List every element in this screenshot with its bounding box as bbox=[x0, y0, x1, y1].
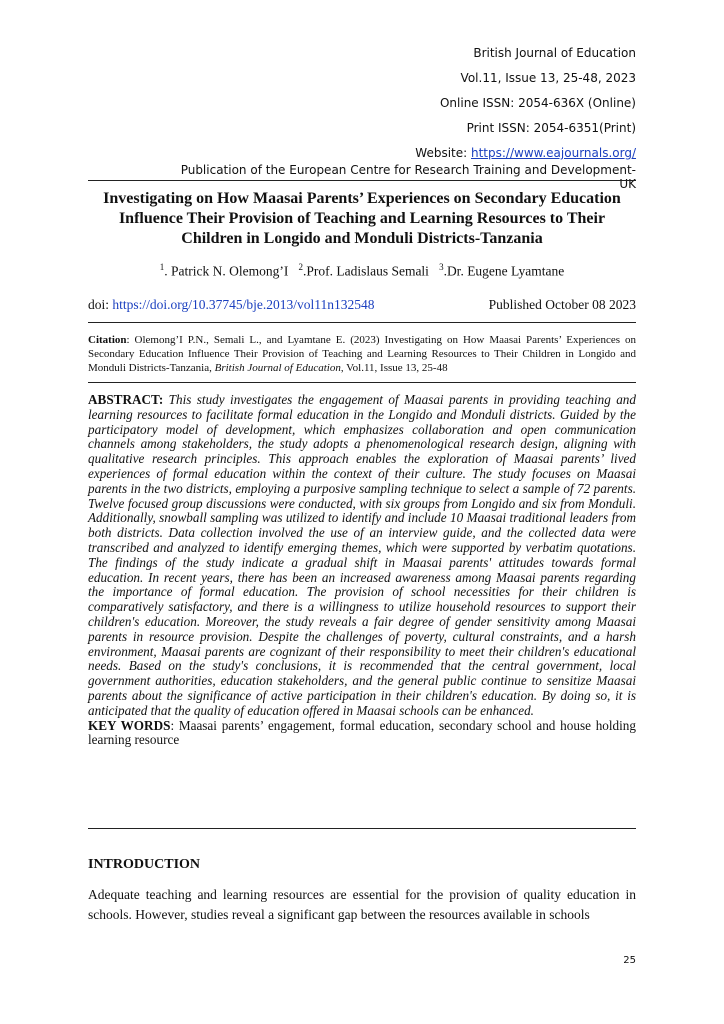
abstract-text: This study investigates the engagement of Maasai parents in providing teaching and learning resources to facilitate formal education in the Longido and Monduli districts. Guided by the participatory model of development, which emphasizes collaboration and open communication channels among stakeholders, the study adopts a phenomenological research design, aligning with qualitative research principles. This approach enables the exploration of Maasai parents’ lived experiences of formal education within the context of their culture. The study focuses on Maasai parents in the two districts, employing a purposive sampling technique to select a sample of 72 parents. Twelve focused group discussions were conducted, with six groups from Longido and six from Monduli. Additionally, snowball sampling was utilized to identify and include 10 Maasai traditional leaders from both districts. Data collection involved the use of an interview guide, and the collected data were transcribed and analyzed to identify emerging themes, which were supported by verbatim quotations. The findings of the study indicate a gradual shift in Maasai parents' attitudes towards formal education. In recent years, there has been an increased awareness among Maasai parents regarding the importance of formal education. The provision of school necessities for their children is comparatively satisfactory, and there is a willingness to utilize household resources to support their children's education. Moreover, the study reveals a fair degree of gender sensitivity among Maasai parents in resource provision. Despite the challenges of poverty, cultural constraints, and a harsh environment, Maasai parents are cognizant of their responsibility to meet their children's educational needs. Based on the study's conclusions, it is recommended that the central government, local government authorities, education stakeholders, and the general public continue to sensitize Maasai parents about the significance of active participation in their children's education. By doing so, it is anticipated that the quality of education offered in Maasai schools can be enhanced. bbox=[88, 392, 636, 718]
doi-rule bbox=[88, 322, 636, 323]
citation-text: : Olemong’I P.N., Semali L., and Lyamtane E. (2023) Investigating on How Maasai Parents’ Experiences on Secondary Education Influence Their Provision of Teaching and Learning Resources to Their Children in Longido and Monduli Districts-Tanzania, bbox=[88, 334, 636, 374]
keywords-label: KEY WORDS bbox=[88, 717, 171, 733]
author-1: . Patrick N. Olemong’I bbox=[164, 263, 289, 279]
doi-link[interactable]: https://doi.org/10.37745/bje.2013/vol11n132548 bbox=[112, 297, 375, 312]
journal-name: British Journal of Education bbox=[473, 46, 636, 60]
keywords-text: : Maasai parents’ engagement, formal education, secondary school and house holding learning resource bbox=[88, 717, 636, 748]
author-2: .Prof. Ladislaus Semali bbox=[302, 263, 429, 279]
published-date: Published October 08 2023 bbox=[488, 297, 636, 312]
abstract-label: ABSTRACT: bbox=[88, 392, 164, 407]
abstract-block bbox=[88, 393, 636, 748]
citation-volume: , Vol.11, Issue 13, 25-48 bbox=[340, 362, 448, 374]
author-3-number: 3 bbox=[439, 262, 444, 272]
journal-volume: Vol.11, Issue 13, 25-48, 2023 bbox=[460, 71, 636, 85]
doi bbox=[88, 297, 375, 313]
print-issn: Print ISSN: 2054-6351(Print) bbox=[466, 121, 636, 135]
author-1-number: 1 bbox=[159, 262, 165, 272]
citation-block bbox=[88, 333, 636, 375]
journal-header bbox=[415, 41, 636, 166]
introduction-paragraph: Adequate teaching and learning resources are essential for the provision of quality education in schools. However, studies reveal a significant gap between the resources available in schools bbox=[88, 887, 636, 922]
introduction-heading: INTRODUCTION bbox=[88, 857, 201, 872]
doi-label: doi: bbox=[88, 297, 113, 312]
online-issn: Online ISSN: 2054-636X (Online) bbox=[439, 96, 636, 110]
header-rule bbox=[88, 180, 636, 181]
author-list bbox=[88, 262, 636, 280]
abstract-rule bbox=[88, 828, 636, 829]
website-label: Website: bbox=[415, 146, 471, 160]
author-2-number: 2 bbox=[298, 262, 303, 272]
publisher-line: Publication of the European Centre for Research Training and Development-UK bbox=[180, 163, 636, 191]
author-3: .Dr. Eugene Lyamtane bbox=[443, 263, 565, 279]
citation-journal: British Journal of Education bbox=[214, 362, 341, 374]
website-link[interactable]: https://www.eajournals.org/ bbox=[471, 146, 636, 160]
paper-title: Investigating on How Maasai Parents’ Experiences on Secondary Education Influence Their Provision of Teaching and Learning Resources to Their Children in Longido and Monduli Districts-Tanzania bbox=[103, 190, 621, 247]
page-number: 25 bbox=[623, 955, 636, 966]
citation-label: Citation bbox=[88, 334, 127, 346]
doi-line bbox=[88, 297, 636, 313]
citation-rule bbox=[88, 382, 636, 383]
